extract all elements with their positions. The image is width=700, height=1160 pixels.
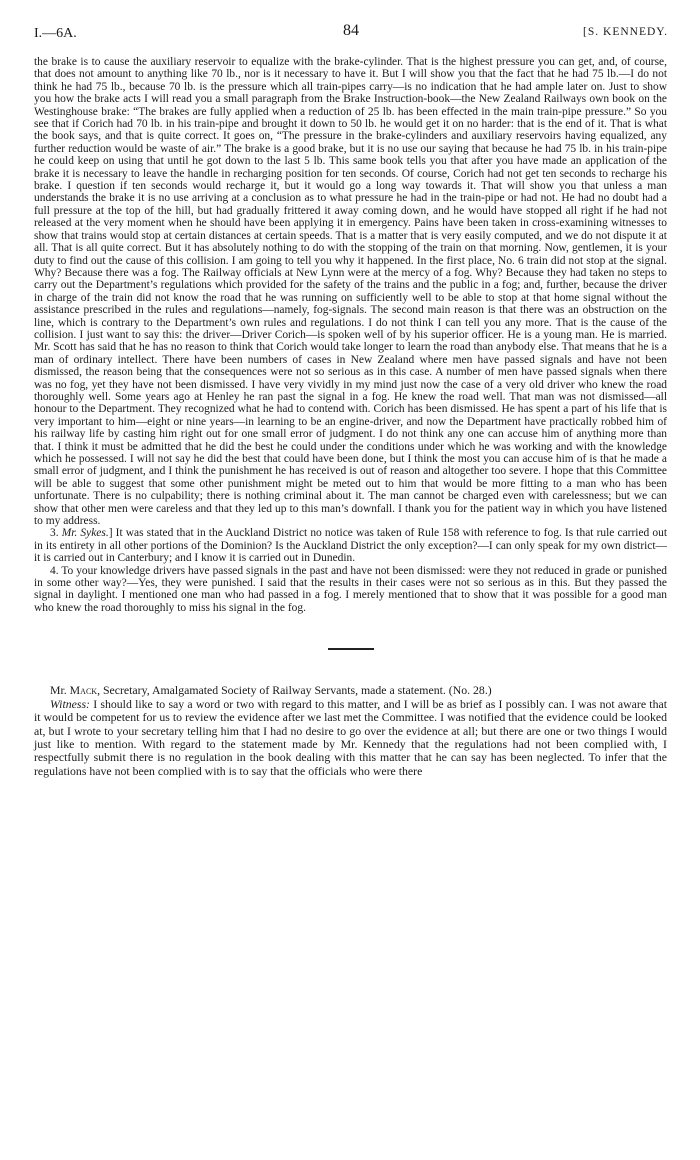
question-3-speaker: Mr. Sykes.: [61, 527, 109, 540]
document-reference: I.—6A.: [34, 26, 77, 41]
statement-intro-rest: , Secretary, Amalgamated Society of Railway Servants, made a statement. (No. 28.): [97, 683, 492, 698]
question-4-paragraph: 4. To your knowledge drivers have passed signals in the past and have not been dismissed: were they not reduced in grade or punished in some other way?—Yes, they were punished. I said that the results in their cases were not so serious as in this. But they passed the signal in daylight. I mentioned one man who had passed in a fog. I merely mentioned that to show that it was possible for a good man who knew the road thoroughly to miss his signal in the fog.: [34, 564, 667, 614]
page-number: 84: [343, 22, 359, 39]
question-3-number: 3.: [50, 527, 59, 540]
witness-label: Witness:: [50, 696, 90, 711]
statement-intro-prefix: Mr.: [50, 683, 70, 698]
page-header: [34, 22, 668, 46]
speaker-reference: [S. KENNEDY.: [583, 26, 668, 38]
witness-paragraph: [34, 698, 667, 778]
kennedy-address-paragraph: the brake is to cause the auxiliary reservoir to equalize with the brake-cylinder. That is the highest pressure you can get, and, of course, that does not amount to anything like 70 lb., nor is it necessary to have it. But I will show you that the fact that he had 75 lb.—I do not think he had 75 lb., because 70 lb. is the pressure which all train-pipes carry—is no indication that he had ample later on. Just to show you how the brake acts I will read you a small paragraph from the Brake Instruction-book—the New Zealand Railways own book on the Westinghouse brake: “The brakes are fully applied when a reduction of 25 lb. has been effected in the main train-pipe pressure.” So you see that if Corich had 70 lb. in his train-pipe and brought it down to 50 lb. he would get it on no harder: that is the end of it. That is what the book says, and that is quite correct. It goes on, “The pressure in the brake-cylinders and auxiliary reservoirs having equalized, any further reduction would be waste of air.” The brake is a good brake, but it is no use our saying that because he had 75 lb. in his train-pipe he could keep on using that until he got down to the last 5 lb. This same book tells you that after you have made an application of the brake it is necessary to leave the handle in recharging position for ten seconds. Of course, Corich had not get ten seconds to recharge his brake. I question if ten seconds would recharge it, but it would go a long way towards it. That will show you that unless a man understands the brake it is no use arriving at a conclusion as to what pressure he had in the train-pipe or had not. He had no doubt had a full pressure at the top of the hill, but had gradually frittered it away coming down, and he would have stopped all right if he had not released at the very moment when he should have been applying it in emergency. Pains have been taken in cross-examining witnesses to show that trains would stop at certain distances at certain speeds. That is a matter that is very easily computed, and we do not dispute it at all. That is all quite correct. But it has absolutely nothing to do with the stopping of the train on that morning. Now, gentlemen, it is your duty to find out the cause of this collision. I am going to tell you why it happened. In the first place, No. 6 train did not stop at the signal. Why? Because there was a fog. The Railway officials at New Lynn were at the mercy of a fog. Why? Because they had taken no steps to carry out the Department’s regulations which provided for the safety of the trains and the public in a fog; and, further, because the driver in charge of the train did not know the road that he was running on sufficiently well to be able to stop at that home signal without the assistance prescribed in the rules and regulations—namely, fog-signals. The second main reason is that there was an obstruction on the line, which is contrary to the Department’s own rules and regulations. I do not think I can tell you any more. That is the cause of the collision. I just want to say this: the driver—Driver Corich—is spoken well of by his superior officer. He is a young man. He is married. Mr. Scott has said that he has no reason to think that Corich would take longer to learn the road than anybody else. That means that he is a man of ordinary intellect. There have been numbers of cases in New Zealand where men have passed signals and have not been dismissed, the reason being that the consequences were not so serious as in this case. A number of men have passed signals when there was no fog, yet they have not been dismissed. I have very vividly in my mind just now the case of a very old driver who knew the road thoroughly well. Some years ago at Henley he ran past the signal in a fog. He knew the road well. That man was not dismissed—all honour to the Department. They recognized what he had to contend with. Corich has been dismissed. He has spent a part of his life that is very important to him—eight or nine years—in learning to be an engine-driver, and now the Department have practically robbed him of his railway life by casting him right out for one small error of judgment. I do not think any one can accuse him of anything more than that. I think it must be admitted that he did the best he could under the conditions under which he was working and with the knowledge which he possessed. I will not say he did the best that could have been done, but I think the most you can accuse him of is that he made a small error of judgment, and I think the punishment he has received is out of reason and altogether too severe. I hope that this Committee will be able to suggest that some other punishment might be meted out to him that would be more fitting to a man who has been unfortunate. There is no culpability; there is nothing criminal about it. The man cannot be charged even with carelessness; but we can show that other men were careless and that they led up to this man’s downfall. I thank you for the patient way in which you have listened to my address.: [34, 56, 667, 528]
question-3-paragraph: [34, 527, 667, 564]
evidence-body: [34, 56, 667, 778]
statement-speaker-name: Mack: [69, 683, 98, 698]
statement-intro: [34, 684, 667, 697]
section-divider: [328, 648, 374, 650]
question-3-text: ] It was stated that in the Auckland District no notice was taken of Rule 158 with reference to fog. Is that rule carried out in its entirety in all other portions of the Dominion? Is the Auckland District the only exception?—I can only speak for my own district—it is carried out in Canterbury; and I know it is carried out in Dunedin.: [34, 527, 668, 565]
witness-text: I should like to say a word or two with regard to this matter, and I will be as brief as I possibly can. I was not aware that it would be competent for us to review the evidence after we last met the Committee. I was notified that the evidence could be looked at, but I wrote to your secretary telling him that I had no desire to go over the evidence at all; but there are one or two things I would just like to mention. With regard to the statement made by Mr. Kennedy that the regulations had not been complied with, I respectfully submit there is no regulation in the book dealing with this matter that he can say has been neglected. To infer that the regulations have not been complied with is to say that the officials who were there: [34, 696, 667, 778]
mack-statement-section: [34, 684, 667, 778]
